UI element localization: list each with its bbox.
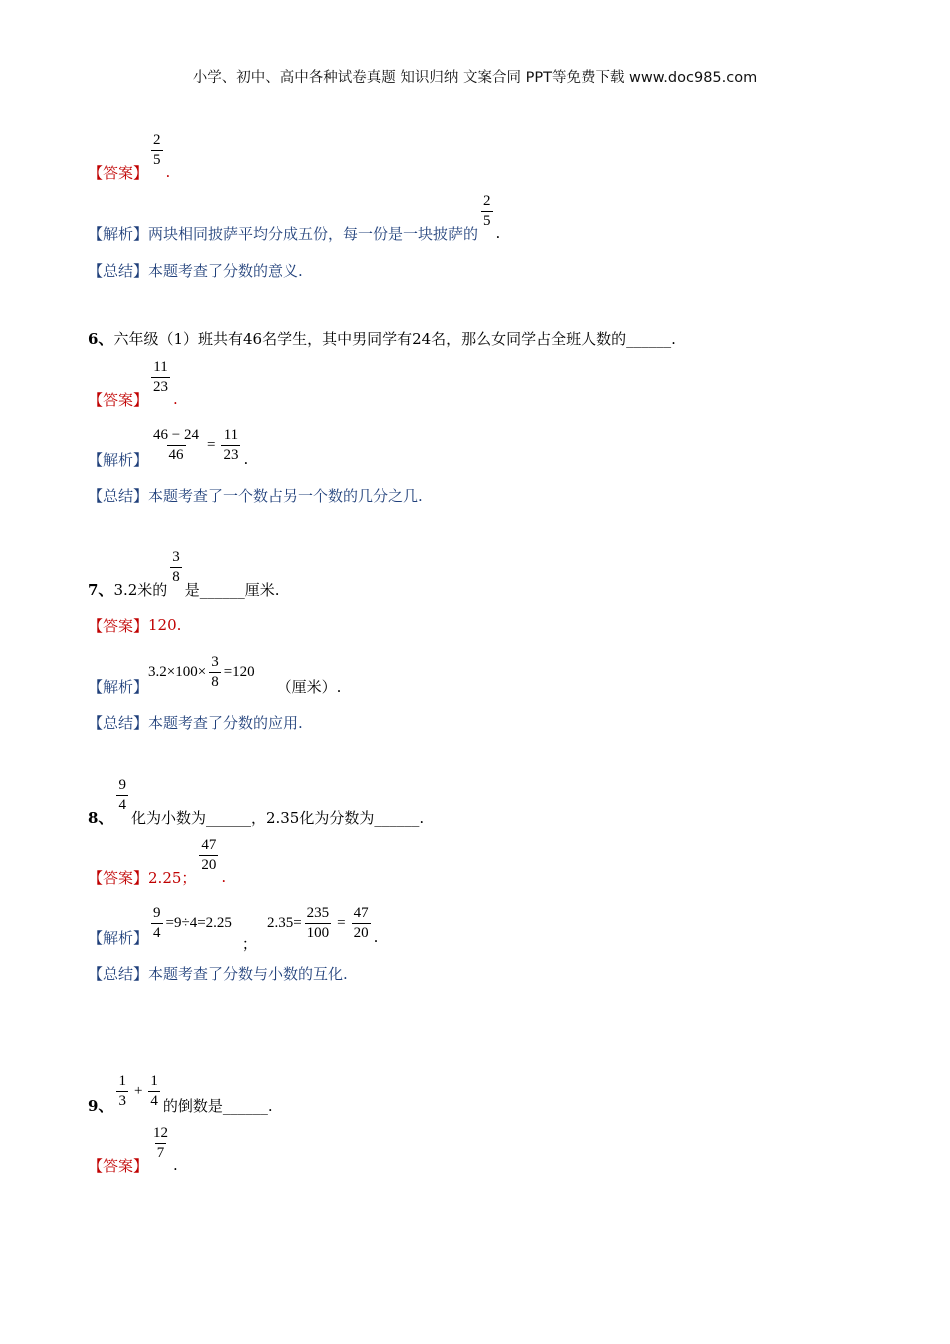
analysis-label: 【解析】 bbox=[88, 224, 149, 243]
q7-analysis-expression: 3.2×100× $\frac{3}{8}$ =120 bbox=[148, 653, 255, 690]
q8-question: 8、 $\frac{9}{4}$ 化为小数为______，2.35化为分数为______. bbox=[88, 776, 425, 827]
q6-answer-fraction: $\frac{11}{23}$ bbox=[153, 358, 169, 395]
q6-question: 6、 六年级（1）班共有46名学生，其中男同学有24名，那么女同学占全班人数的______. bbox=[88, 329, 676, 348]
q6-answer-line: 【答案】 $\frac{11}{23}$ . bbox=[88, 358, 178, 409]
q6-analysis-expression: $\frac{46 - 24}{46}$ = $\frac{11}{23}$ bbox=[153, 426, 239, 463]
q9-answer-line: 【答案】 $\frac{12}{7}$ . bbox=[88, 1124, 178, 1175]
q8-analysis-line: 【解析】 $\frac{9}{4}$ =9÷4=2.25 ； 2.35= $\frac{235}{100}$ = $\frac{47}{20}$ . bbox=[88, 904, 379, 953]
q6-summary-line: 【总结】 本题考查了一个数占另一个数的几分之几. bbox=[88, 486, 423, 505]
q7-analysis-line: 【解析】 3.2×100× $\frac{3}{8}$ =120 （厘米）. bbox=[88, 653, 342, 696]
q9-answer-fraction: $\frac{12}{7}$ bbox=[153, 1124, 169, 1161]
q8-analysis-expression-1: $\frac{9}{4}$ =9÷4=2.25 bbox=[153, 904, 232, 941]
q8-analysis-expression-2: 2.35= $\frac{235}{100}$ = $\frac{47}{20}$ bbox=[266, 904, 369, 941]
q5-answer-fraction: $\frac{2}{5}$ bbox=[153, 131, 161, 168]
page-header: 小学、初中、高中各种试卷真题 知识归纳 文案合同 PPT等免费下载 www.doc985.com bbox=[192, 70, 758, 86]
q9-question: 9、 $\frac{1}{3}$ + $\frac{1}{4}$ 的倒数是______. bbox=[88, 1072, 273, 1115]
q8-summary-line: 【总结】 本题考查了分数与小数的互化. bbox=[88, 964, 348, 983]
q5-analysis-fraction: $\frac{2}{5}$ bbox=[483, 192, 491, 229]
summary-label: 【总结】 bbox=[88, 261, 149, 280]
answer-label: 【答案】 bbox=[88, 163, 149, 182]
q7-fraction: $\frac{3}{8}$ bbox=[172, 548, 180, 585]
q6-analysis-line: 【解析】 $\frac{46 - 24}{46}$ = $\frac{11}{23}$ . bbox=[88, 426, 249, 469]
q8-fraction: $\frac{9}{4}$ bbox=[118, 776, 126, 813]
q8-answer-line: 【答案】 2.25； $\frac{47}{20}$ . bbox=[88, 836, 227, 887]
q9-expression: $\frac{1}{3}$ + $\frac{1}{4}$ bbox=[118, 1072, 158, 1109]
q5-summary-line: 【总结】 本题考查了分数的意义. bbox=[88, 261, 303, 280]
q7-answer-line: 【答案】 120. bbox=[88, 616, 182, 635]
q8-answer-fraction: $\frac{47}{20}$ bbox=[201, 836, 217, 873]
q7-summary-line: 【总结】 本题考查了分数的应用. bbox=[88, 713, 303, 732]
q7-question: 7、 3.2米的 $\frac{3}{8}$ 是______厘米. bbox=[88, 548, 280, 599]
q5-answer-line: 【答案】 $\frac{2}{5}$ . bbox=[88, 131, 171, 182]
q5-analysis-line: 【解析】 两块相同披萨平均分成五份，每一份是一块披萨的 $\frac{2}{5}$ . bbox=[88, 192, 501, 243]
